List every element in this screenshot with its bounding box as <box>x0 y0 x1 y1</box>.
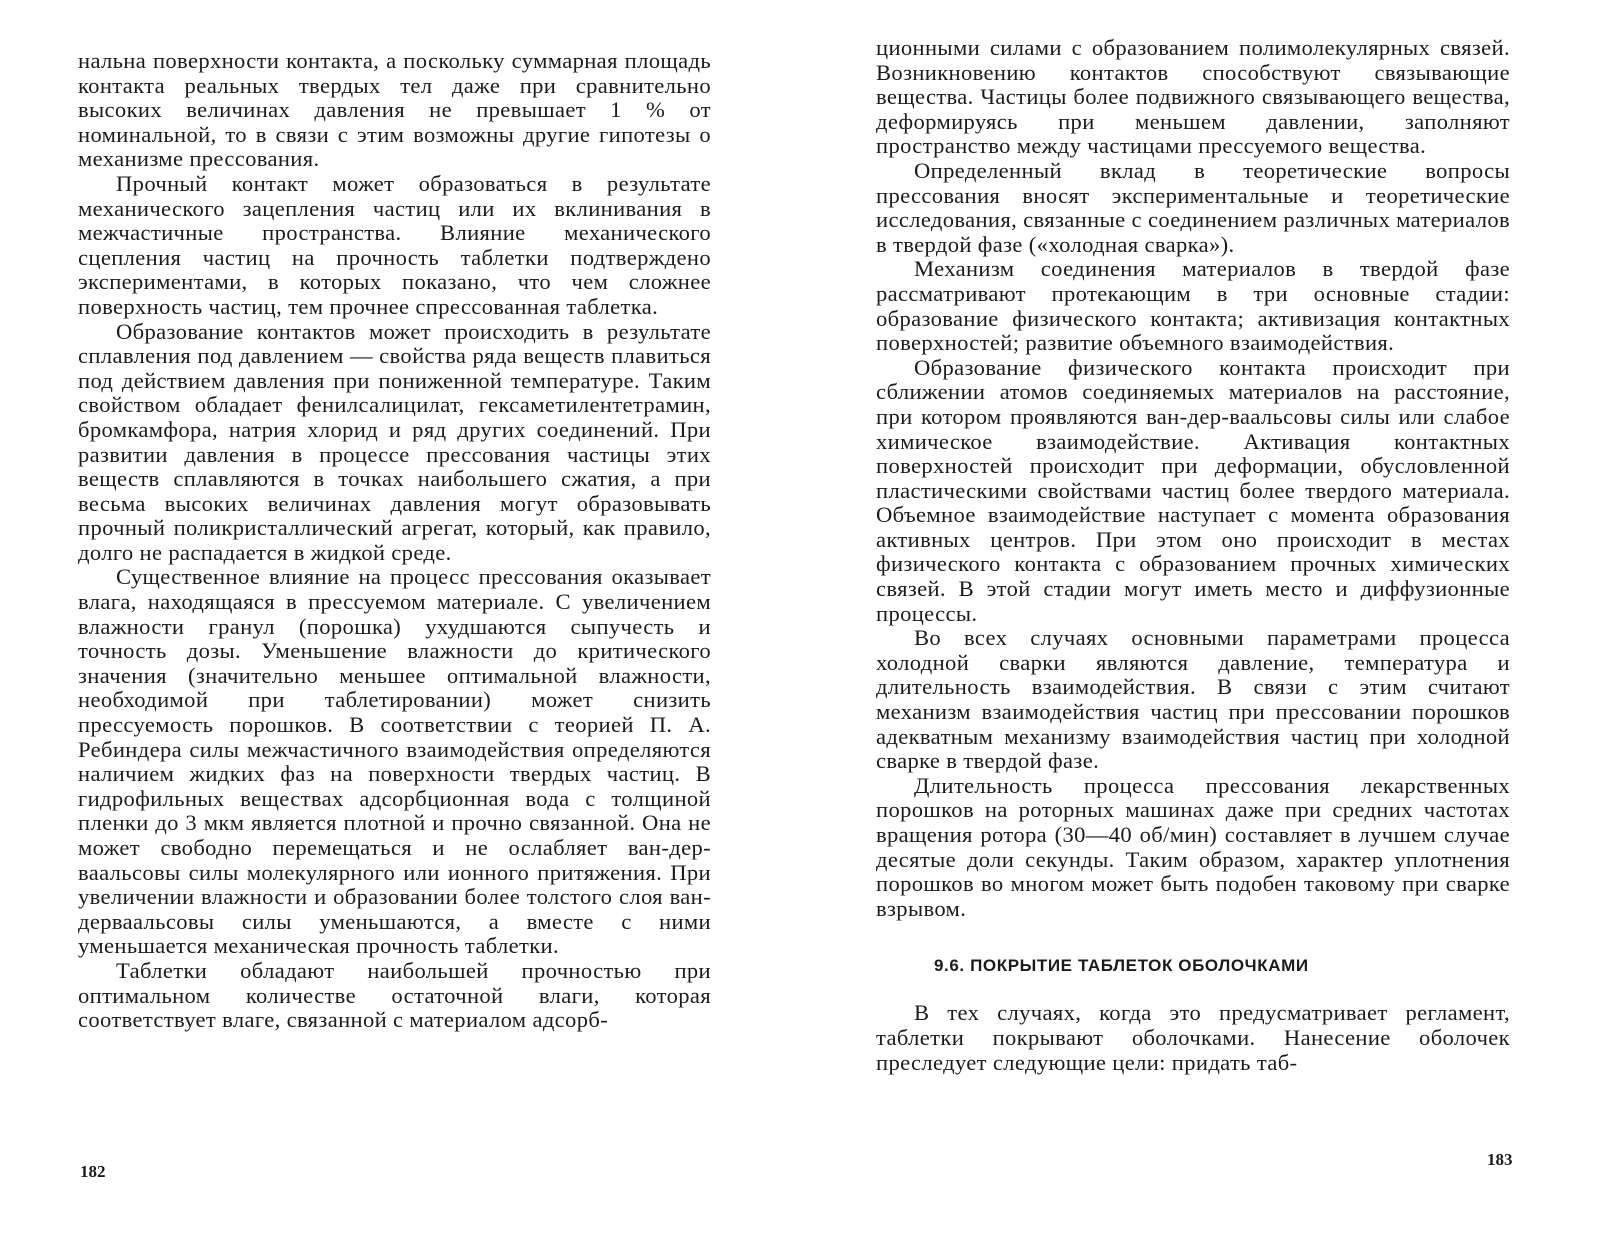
paragraph: Механизм соединения материалов в твердой фазе рассматривают протекающим в три основные стадии: образование физического контакта; активизация контактных поверхностей; развитие объемного взаимодействия. <box>876 256 1510 356</box>
paragraph: Прочный контакт может образоваться в результате механического зацепления частиц или их вклинивания в межчастичные пространства. Влияние механического сцепления частиц на прочность таблетки подтверждено экспериментами, в которых показано, что чем сложнее поверхность частиц, тем прочнее спрессованная таблетка. <box>78 170 711 319</box>
paragraph: Определенный вклад в теоретические вопросы прессования вносят экспериментальные и теоретические исследования, связанные с соединением различных материалов в твердой фазе («холодная сварка»). <box>876 157 1510 257</box>
right-page <box>800 0 1601 1251</box>
paragraph: Образование контактов может происходить в результате сплавления под давлением — свойства ряда веществ плавиться под действием давления при пониженной температуре. Таким свойством обладает фенилсалицилат, гексаметилентетрамин, бромкамфора, натрия хлорид и ряд других соединений. При развитии давления в процессе прессования частицы этих веществ сплавляются в точках наибольшего сжатия, а при весьма высоких величинах давления могут образовывать прочный поликристаллический агрегат, который, как правило, долго не распадается в жидкой среде. <box>78 318 711 565</box>
paragraph: Таблетки обладают наибольшей прочностью при оптимальном количестве остаточной влаги, которая соответствует влаге, связанной с материалом адсорб- <box>78 957 711 1033</box>
left-text-column <box>78 49 711 1033</box>
paragraph: Во всех случаях основными параметрами процесса холодной сварки являются давление, температура и длительность взаимодействия. В связи с этим считают механизм взаимодействия частиц при прессовании порошков адекватным механизму взаимодействия частиц при холодной сварке в твердой фазе. <box>876 625 1510 774</box>
left-page <box>0 0 790 1251</box>
section-heading: 9.6. ПОКРЫТИЕ ТАБЛЕТОК ОБОЛОЧКАМИ <box>934 956 1309 976</box>
page-number: 182 <box>80 1162 106 1181</box>
paragraph: Существенное влияние на процесс прессования оказывает влага, находящаяся в прессуемом материале. С увеличением влажности гранул (порошка) ухудшаются сыпучесть и точность дозы. Уменьшение влажности до критического значения (значительно меньшее оптимальной влажности, необходимой при таблетировании) может снизить прессуемость порошков. В соответствии с теорией П. А. Ребиндера силы межчастичного взаимодействия определяются наличием жидких фаз на поверхности твердых частиц. В гидрофильных веществах адсорбционная вода с толщиной пленки до 3 мкм является плотной и прочно связанной. Она не может свободно перемещаться и не ослабляет ван-дер-ваальсовы силы молекулярного или ионного притяжения. При увеличении влажности и образовании более толстого слоя ван-дерваальсовы силы уменьшаются, а вместе с ними уменьшается механическая прочность таблетки. <box>78 564 711 959</box>
paragraph: Образование физического контакта происходит при сближении атомов соединяемых материалов на расстояние, при котором проявляются ван-дер-ваальсовы силы или слабое химическое взаимодействие. Активация контактных поверхностей происходит при деформации, обусловленной пластическими свойствами частиц более твердого материала. Объемное взаимодействие наступает с момента образования активных центров. При этом оно происходит в местах физического контакта с образованием прочных химических связей. В этой стадии могут иметь место и диффузионные процессы. <box>876 354 1510 626</box>
page-number: 183 <box>1487 1150 1513 1169</box>
paragraph: нальна поверхности контакта, а поскольку суммарная площадь контакта реальных твердых тел даже при сравнительно высоких величинах давления не превышает 1 % от номинальной, то в связи с этим возможны другие гипотезы о механизме прессования. <box>78 48 711 172</box>
right-text-column <box>876 36 1510 1075</box>
paragraph: В тех случаях, когда это предусматривает регламент, таблетки покрывают оболочками. Нанесение оболочек преследует следующие цели: придать таб- <box>876 1000 1510 1075</box>
paragraph: ционными силами с образованием полимолекулярных связей. Возникновению контактов способствуют связывающие вещества. Частицы более подвижного связывающего вещества, деформируясь при меньшем давлении, заполняют пространство между частицами прессуемого вещества. <box>876 35 1510 159</box>
paragraph: Длительность процесса прессования лекарственных порошков на роторных машинах даже при средних частотах вращения ротора (30—40 об/мин) составляет в лучшем случае десятые доли секунды. Таким образом, характер уплотнения порошков во многом может быть подобен таковому при сварке взрывом. <box>876 772 1510 921</box>
